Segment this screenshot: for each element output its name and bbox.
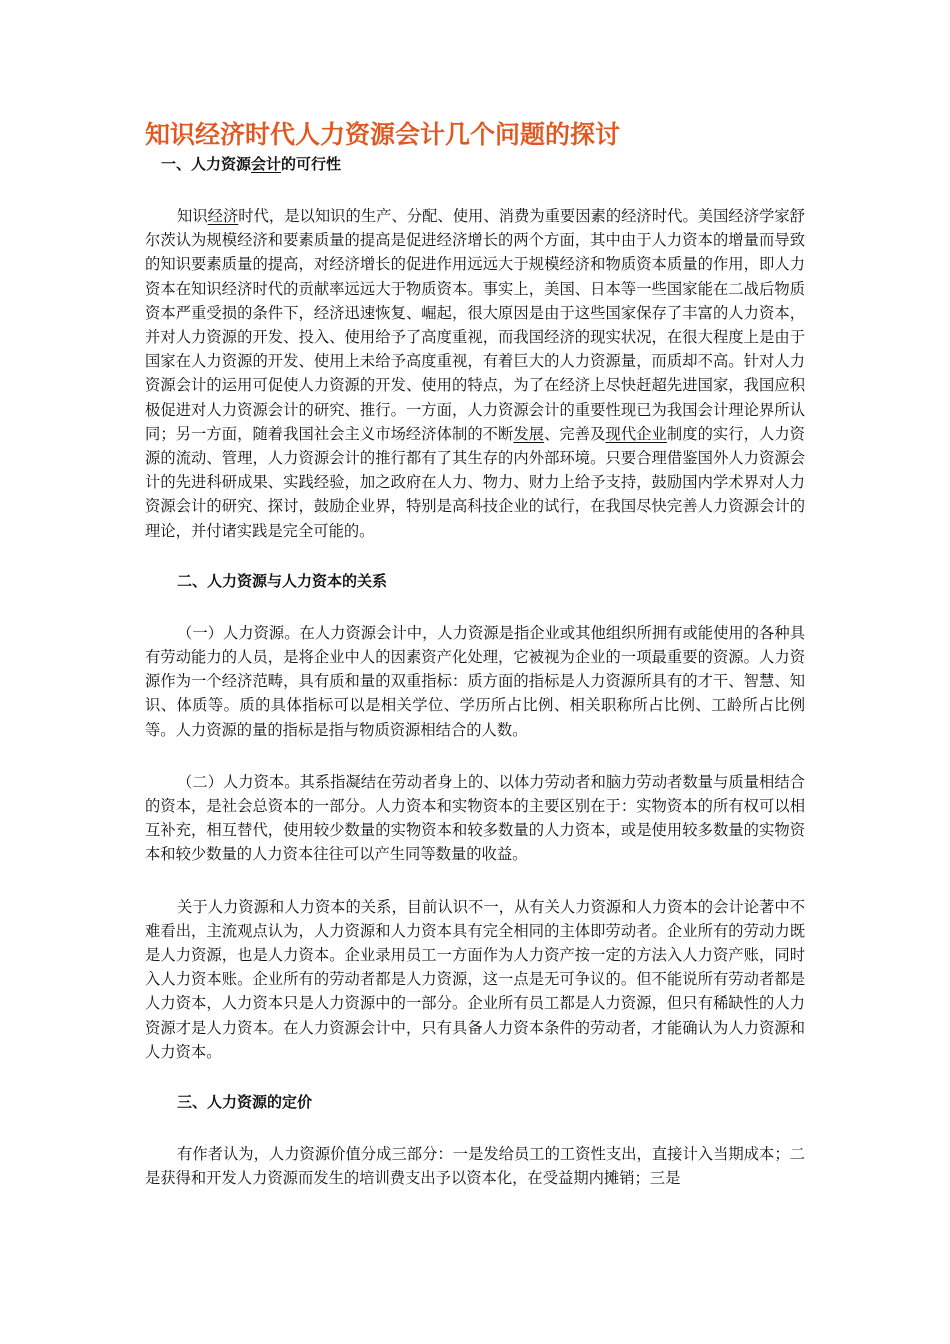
section-3-paragraph-1: 有作者认为，人力资源价值分成三部分：一是发给员工的工资性支出，直接计入当期成本；二是获得和开发人力资源而发生的培训费支出予以资本化，在受益期内摊销；三是 [145, 1145, 805, 1188]
document-page [145, 118, 805, 1191]
section-2-paragraph-3: 关于人力资源和人力资本的关系，目前认识不一，从有关人力资源和人力资本的会计论著中不难看出，主流观点认为，人力资源和人力资本具有完全相同的主体即劳动者。企业所有的劳动力既是人力资源，也是人力资本。企业录用员工一方面作为人力资产按一定的方法入人力资产账，同时入人力资本账。企业所有的劳动者都是人力资源，这一点是无可争议的。但不能说所有劳动者都是人力资本，人力资本只是人力资源中的一部分。企业所有员工都是人力资源，但只有稀缺性的人力资源才是人力资本。在人力资源会计中，只有具备人力资本条件的劳动者，才能确认为人力资源和人力资本。 [145, 897, 805, 1061]
text-run: 时代，是以知识的生产、分配、使用、消费为重要因素的经济时代。美国经济学家舒尔茨认为规模经济和要素质量的提高是促进经济增长的两个方面，其中由于人力资本的增量而导致的知识要素质量的提高，对经济增长的促进作用远远大于规模经济和物质资本质量的作用，即人力资本在知识经济时代的贡献率远远大于物质资本。事实上，美国、日本等一些国家能在二战后物质资本严重受损的条件下，经济迅速恢复、崛起，很大原因是由于这些国家保存了丰富的人力资本，并对人力资源的开发、投入、使用给予了高度重视，而我国经济的现实状况，在很大程度上是由于国家在人力资源的开发、使用上未给予高度重视，有着巨大的人力资源量，而质却不高。针对人力资源会计的运用可促使人力资源的开发、使用的特点，为了在经济上尽快赶超先进国家，我国应积极促进对人力资源会计的研究、推行。一方面，人力资源会计的重要性现已为我国会计理论界所认同；另一方面，随着我国社会主义市场经济体制的不断 [145, 207, 805, 443]
section-2-paragraph-1: （一）人力资源。在人力资源会计中，人力资源是指企业或其他组织所拥有或能使用的各种具有劳动能力的人员，是将企业中人的因素资产化处理，它被视为企业的一项最重要的资源。人力资源作为一个经济范畴，具有质和量的双重指标：质方面的指标是人力资源所具有的才干、智慧、知识、体质等。质的具体指标可以是相关学位、学历所占比例、相关职称所占比例、工龄所占比例等。人力资源的量的指标是指与物质资源相结合的人数。 [145, 623, 805, 739]
text-run: 知识 [177, 207, 208, 225]
economy-link[interactable]: 经济 [207, 207, 239, 225]
section-3-heading: 三、人力资源的定价 [177, 1093, 313, 1112]
text-run: 制度的实行，人力资源的流动、管理，人力资源会计的推行都有了其生存的内外部环境。只要合理借鉴国外人力资源会计的先进科研成果、实践经验，加之政府在人力、物力、财力上给予支持，鼓励国内学术界对人力资源会计的研究、探讨，鼓励企业界，特别是高科技企业的试行，在我国尽快完善人力资源会计的理论，并付诸实践是完全可能的。 [145, 424, 805, 540]
text-run: 、完善及 [544, 424, 606, 443]
modern-enterprise-link[interactable]: 现代企业 [605, 424, 667, 443]
development-link[interactable]: 发展 [513, 424, 545, 443]
section-1-heading [145, 152, 805, 176]
accounting-link[interactable]: 会计 [251, 155, 282, 173]
section-2-paragraph-2: （二）人力资本。其系指凝结在劳动者身上的、以体力劳动者和脑力劳动者数量与质量相结合的资本，是社会总资本的一部分。人力资本和实物资本的主要区别在于：实物资本的所有权可以相互补充，相互替代，使用较少数量的实物资本和较多数量的人力资本，或是使用较多数量的实物资本和较少数量的人力资本往往可以产生同等数量的收益。 [145, 772, 805, 864]
document-title: 知识经济时代人力资源会计几个问题的探讨 [145, 120, 621, 149]
section-1-heading-post: 的可行性 [281, 155, 342, 173]
section-2-heading: 二、人力资源与人力资本的关系 [177, 571, 388, 590]
section-1-heading-pre: 一、人力资源 [161, 155, 252, 173]
section-1-paragraph [145, 204, 805, 543]
